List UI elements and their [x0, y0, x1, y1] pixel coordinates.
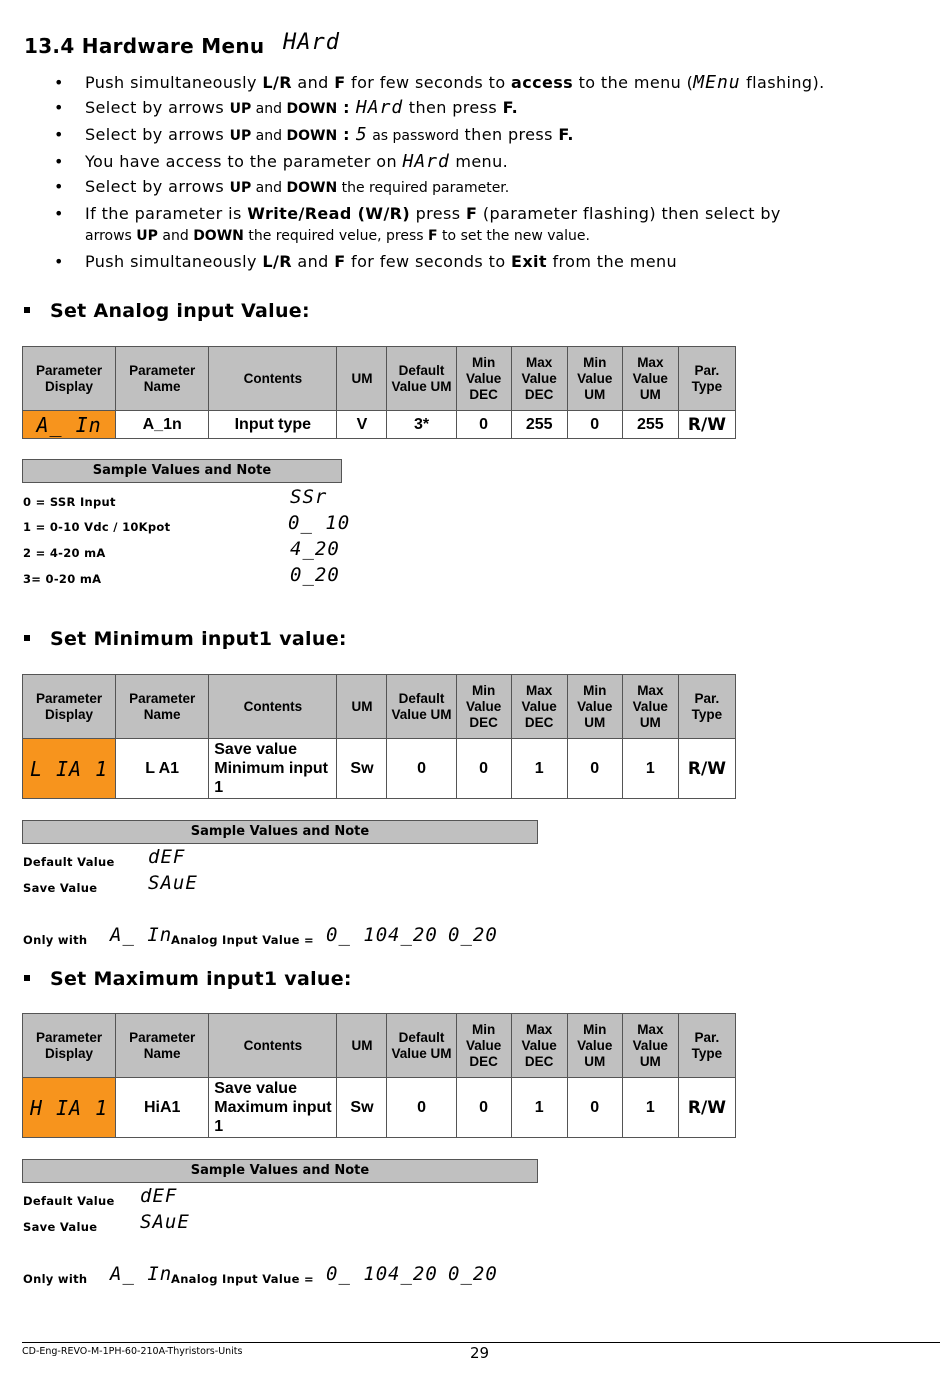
section-heading: Set Maximum input1 value:: [24, 968, 352, 990]
header-cell: Max Value UM: [622, 675, 678, 739]
parameter-default: 0: [387, 1078, 456, 1138]
analog-input-label: Analog Input Value =: [171, 933, 314, 947]
footer-document-id: CD-Eng-REVO-M-1PH-60-210A-Thyristors-Units: [22, 1346, 243, 1357]
parameter-display: L IA 1: [23, 739, 116, 799]
header-cell: Parameter Display: [23, 675, 116, 739]
header-cell: Par. Type: [678, 347, 735, 411]
header-cell: Max Value UM: [622, 347, 678, 411]
instruction-list: [54, 72, 934, 276]
header-cell: Contents: [209, 675, 337, 739]
header-cell: Parameter Display: [23, 347, 116, 411]
only-with-label: Only with: [23, 1272, 88, 1286]
page-number: 29: [470, 1344, 490, 1362]
analog-input-value: 0_ 10: [326, 924, 389, 946]
header-cell: Max Value DEC: [511, 347, 567, 411]
parameter-name: HiA1: [116, 1078, 209, 1138]
header-cell: Min Value UM: [567, 1014, 622, 1078]
parameter-table: [22, 674, 736, 799]
instruction-item: • Select by arrows UP and DOWN : HArd then press F.: [54, 97, 934, 120]
parameter-contents: Save value Minimum input 1: [209, 739, 337, 799]
parameter-default: 3*: [387, 411, 456, 439]
header-cell: Max Value DEC: [511, 1014, 567, 1078]
instruction-item: • Push simultaneously L/R and F for few seconds to access to the menu (MEnu flashing).: [54, 72, 934, 93]
parameter-table: [22, 1013, 736, 1138]
note-value: SAuE: [140, 1211, 190, 1233]
parameter-min-um: 0: [567, 411, 622, 439]
parameter-max-dec: 1: [511, 739, 567, 799]
header-cell: Max Value DEC: [511, 675, 567, 739]
parameter-min-dec: 0: [456, 1078, 511, 1138]
header-cell: Max Value UM: [622, 1014, 678, 1078]
parameter-display: H IA 1: [23, 1078, 116, 1138]
only-with-display: A_ In: [110, 924, 173, 946]
header-cell: Min Value DEC: [456, 1014, 511, 1078]
note-value: dEF: [140, 1185, 178, 1207]
note-value: SAuE: [148, 872, 198, 894]
header-cell: Min Value UM: [567, 347, 622, 411]
header-cell: Parameter Name: [116, 1014, 209, 1078]
header-cell: UM: [337, 347, 387, 411]
title-display-code: HArd: [283, 30, 340, 55]
header-cell: Contents: [209, 347, 337, 411]
parameter-max-dec: 1: [511, 1078, 567, 1138]
parameter-contents: Save value Maximum input 1: [209, 1078, 337, 1138]
header-cell: UM: [337, 1014, 387, 1078]
section-heading: Set Analog input Value:: [24, 300, 310, 322]
parameter-name: A_1n: [116, 411, 209, 439]
note-value: 0_20: [290, 564, 340, 586]
analog-input-value: 4_20: [388, 924, 438, 946]
analog-input-value: 0_20: [448, 924, 498, 946]
parameter-type: R/W: [678, 739, 735, 799]
parameter-max-um: 1: [622, 739, 678, 799]
note-label: Save Value: [23, 881, 98, 895]
instruction-item: • You have access to the parameter on HArd menu.: [54, 151, 934, 172]
only-with-label: Only with: [23, 933, 88, 947]
header-cell: Min Value DEC: [456, 347, 511, 411]
page-title: 13.4 Hardware Menu: [24, 34, 265, 58]
note-label: 0 = SSR Input: [23, 495, 116, 509]
instruction-item: • If the parameter is Write/Read (W/R) press F (parameter flashing) then select by arrows UP and DOWN the required velue, press F to set the new value.: [54, 203, 934, 247]
note-value: dEF: [148, 846, 186, 868]
instruction-item: • Select by arrows UP and DOWN the required parameter.: [54, 176, 934, 199]
parameter-min-dec: 0: [456, 411, 511, 439]
header-cell: Parameter Display: [23, 1014, 116, 1078]
analog-input-value: 0_ 10: [326, 1263, 389, 1285]
header-cell: Min Value DEC: [456, 675, 511, 739]
note-label: Save Value: [23, 1220, 98, 1234]
header-cell: Parameter Name: [116, 675, 209, 739]
parameter-um: V: [337, 411, 387, 439]
analog-input-label: Analog Input Value =: [171, 1272, 314, 1286]
parameter-contents: Input type: [209, 411, 337, 439]
note-label: Default Value: [23, 1194, 115, 1208]
header-cell: Parameter Name: [116, 347, 209, 411]
note-label: Default Value: [23, 855, 115, 869]
parameter-max-dec: 255: [511, 411, 567, 439]
note-value: 0_ 10: [288, 512, 351, 534]
header-cell: Contents: [209, 1014, 337, 1078]
instruction-item: • Push simultaneously L/R and F for few seconds to Exit from the menu: [54, 251, 934, 272]
parameter-min-um: 0: [567, 739, 622, 799]
parameter-max-um: 1: [622, 1078, 678, 1138]
header-cell: Default Value UM: [387, 675, 456, 739]
parameter-name: L A1: [116, 739, 209, 799]
header-cell: Default Value UM: [387, 347, 456, 411]
parameter-default: 0: [387, 739, 456, 799]
parameter-min-dec: 0: [456, 739, 511, 799]
sample-values-header: Sample Values and Note: [22, 1159, 538, 1183]
note-label: 3= 0-20 mA: [23, 572, 102, 586]
section-heading: Set Minimum input1 value:: [24, 628, 347, 650]
parameter-type: R/W: [678, 1078, 735, 1138]
header-cell: Min Value UM: [567, 675, 622, 739]
header-cell: Par. Type: [678, 1014, 735, 1078]
analog-input-value: 0_20: [448, 1263, 498, 1285]
note-label: 2 = 4-20 mA: [23, 546, 106, 560]
header-cell: Par. Type: [678, 675, 735, 739]
parameter-um: Sw: [337, 739, 387, 799]
parameter-um: Sw: [337, 1078, 387, 1138]
parameter-display: A_ In: [23, 411, 116, 439]
note-label: 1 = 0-10 Vdc / 10Kpot: [23, 520, 171, 534]
parameter-table: [22, 346, 736, 439]
instruction-item: • Select by arrows UP and DOWN : 5 as password then press F.: [54, 124, 934, 147]
only-with-display: A_ In: [110, 1263, 173, 1285]
header-cell: UM: [337, 675, 387, 739]
footer-divider: [22, 1342, 940, 1343]
sample-values-header: Sample Values and Note: [22, 459, 342, 483]
parameter-max-um: 255: [622, 411, 678, 439]
header-cell: Default Value UM: [387, 1014, 456, 1078]
sample-values-header: Sample Values and Note: [22, 820, 538, 844]
analog-input-value: 4_20: [388, 1263, 438, 1285]
note-value: 4_20: [290, 538, 340, 560]
parameter-min-um: 0: [567, 1078, 622, 1138]
parameter-type: R/W: [678, 411, 735, 439]
note-value: SSr: [290, 486, 328, 508]
